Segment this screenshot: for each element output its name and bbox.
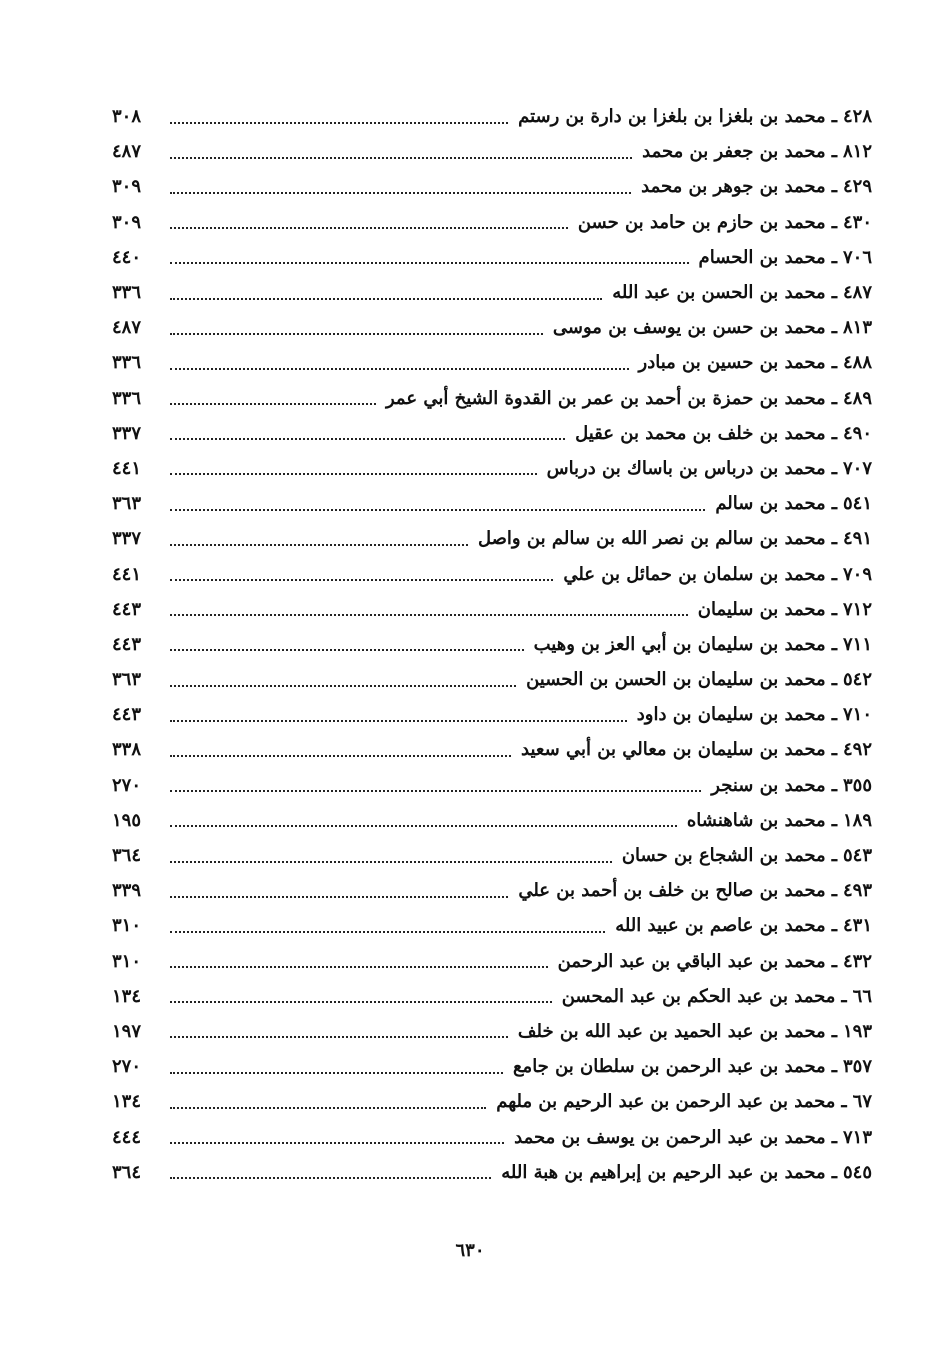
entry-name: محمد بن عبد الباقي بن عبد الرحمن: [557, 950, 826, 972]
entry-page: ٣١٠: [112, 915, 142, 937]
entry-name: محمد بن الحسام: [698, 246, 826, 268]
entry-number: ٤٩٣: [842, 880, 872, 902]
dot-leader: [170, 790, 701, 792]
entry-page: ٣٣٦: [112, 282, 142, 304]
dot-leader: [170, 403, 376, 405]
entry-name: محمد بن عبد الرحمن بن سلطان بن جامع: [512, 1056, 826, 1078]
entry-number: ٣٥٥: [842, 774, 872, 796]
entry-separator: ـ: [841, 985, 847, 1007]
entry-separator: ـ: [831, 106, 837, 128]
entry-page: ٤٤١: [112, 563, 142, 585]
index-entry: [112, 732, 872, 767]
index-entry: [112, 416, 872, 451]
entry-name: محمد بن سنجر: [711, 774, 826, 796]
entry-number: ٣٥٧: [842, 1056, 872, 1078]
dot-leader: [170, 966, 548, 968]
index-entry: [112, 838, 872, 873]
index-entry: [112, 768, 872, 803]
entry-number: ٦٧: [852, 1091, 872, 1113]
entry-name: محمد بن عبد الرحمن بن يوسف بن محمد: [514, 1126, 826, 1148]
entry-page: ٣٠٨: [112, 106, 142, 128]
entry-page: ٤٤٣: [112, 633, 142, 655]
entry-page: ٤٤٣: [112, 704, 142, 726]
index-entry: [112, 1155, 872, 1190]
entry-name: محمد بن سالم: [715, 493, 826, 515]
index-entry: [112, 1014, 872, 1049]
entry-name: محمد بن سالم بن نصر الله بن سالم بن واصل: [478, 528, 826, 550]
entry-page: ٢٧٠: [112, 1056, 142, 1078]
index-entry: [112, 803, 872, 838]
entry-separator: ـ: [831, 669, 837, 691]
entry-name: محمد بن سلمان بن حمائل بن علي: [563, 563, 826, 585]
entry-name: محمد بن حمزة بن أحمد بن عمر بن القدوة الشيخ أبي عمر: [386, 387, 826, 409]
entry-page: ٣٣٦: [112, 352, 142, 374]
index-list: [112, 99, 872, 1190]
entry-separator: ـ: [831, 1161, 837, 1183]
index-entry: [112, 345, 872, 380]
dot-leader: [170, 755, 511, 757]
entry-name: محمد بن درباس بن باساك بن درباس: [546, 457, 826, 479]
index-entry: [112, 662, 872, 697]
entry-separator: ـ: [831, 317, 837, 339]
dot-leader: [170, 227, 568, 229]
entry-separator: ـ: [831, 457, 837, 479]
entry-separator: ـ: [831, 211, 837, 233]
entry-separator: ـ: [831, 387, 837, 409]
index-entry: [112, 908, 872, 943]
entry-number: ٥٤١: [842, 493, 872, 515]
dot-leader: [170, 333, 543, 335]
index-entry: [112, 873, 872, 908]
dot-leader: [170, 438, 565, 440]
entry-number: ٤٢٨: [842, 106, 872, 128]
index-entry: [112, 592, 872, 627]
entry-page: ١٩٥: [112, 809, 142, 831]
dot-leader: [170, 579, 553, 581]
dot-leader: [170, 1142, 504, 1144]
entry-name: محمد بن عبد الحميد بن عبد الله بن خلف: [517, 1020, 826, 1042]
entry-number: ٤٨٧: [842, 282, 872, 304]
dot-leader: [170, 649, 524, 651]
entry-separator: ـ: [831, 598, 837, 620]
index-entry: [112, 310, 872, 345]
entry-name: محمد بن سليمان بن الحسن بن الحسين: [526, 669, 826, 691]
dot-leader: [170, 825, 677, 827]
entry-number: ٨١٢: [842, 141, 872, 163]
index-entry: [112, 451, 872, 486]
entry-name: محمد بن حسن بن يوسف بن موسى: [552, 317, 826, 339]
entry-name: محمد بن عبد الرحمن بن عبد الرحيم بن ملهم: [496, 1091, 836, 1113]
entry-number: ٧٠٩: [842, 563, 872, 585]
dot-leader: [170, 192, 631, 194]
entry-number: ٧١٢: [842, 598, 872, 620]
entry-number: ٤٢٩: [842, 176, 872, 198]
entry-page: ١٣٤: [112, 985, 142, 1007]
entry-separator: ـ: [831, 739, 837, 761]
entry-number: ٥٤٥: [842, 1161, 872, 1183]
index-entry: [112, 99, 872, 134]
entry-name: محمد بن جعفر بن محمد: [642, 141, 826, 163]
entry-name: محمد بن الشجاع بن حسان: [621, 845, 826, 867]
entry-separator: ـ: [831, 176, 837, 198]
entry-separator: ـ: [831, 633, 837, 655]
dot-leader: [170, 896, 508, 898]
entry-name: محمد بن بلغزا بن بلغزا بن دارة بن رستم: [518, 106, 826, 128]
index-entry: [112, 381, 872, 416]
entry-page: ٣٦٤: [112, 1161, 142, 1183]
entry-separator: ـ: [831, 422, 837, 444]
index-entry: [112, 1049, 872, 1084]
entry-number: ٧١٠: [842, 704, 872, 726]
entry-separator: ـ: [831, 915, 837, 937]
entry-page: ٤٨٧: [112, 141, 142, 163]
dot-leader: [170, 1036, 508, 1038]
dot-leader: [170, 509, 705, 511]
entry-name: محمد بن صالح بن خلف بن أحمد بن علي: [518, 880, 826, 902]
index-entry: [112, 134, 872, 169]
entry-separator: ـ: [831, 950, 837, 972]
dot-leader: [170, 614, 688, 616]
entry-name: محمد بن سليمان بن معالي بن أبي سعيد: [521, 739, 826, 761]
entry-page: ٤٤٣: [112, 598, 142, 620]
entry-separator: ـ: [831, 352, 837, 374]
index-entry: [112, 979, 872, 1014]
index-entry: [112, 169, 872, 204]
index-entry: [112, 627, 872, 662]
dot-leader: [170, 1177, 491, 1179]
entry-number: ٨١٣: [842, 317, 872, 339]
index-entry: [112, 486, 872, 521]
entry-number: ٤٩٠: [842, 422, 872, 444]
entry-separator: ـ: [831, 774, 837, 796]
entry-separator: ـ: [831, 528, 837, 550]
entry-name: محمد بن سليمان بن أبي العز بن وهيب: [533, 633, 826, 655]
entry-name: محمد بن عبد الحكم بن عبد المحسن: [561, 985, 836, 1007]
dot-leader: [170, 157, 632, 159]
entry-separator: ـ: [831, 1020, 837, 1042]
entry-page: ٣٠٩: [112, 176, 142, 198]
entry-number: ١٨٩: [842, 809, 872, 831]
entry-number: ٤٨٩: [842, 387, 872, 409]
entry-separator: ـ: [831, 704, 837, 726]
entry-separator: ـ: [841, 1091, 847, 1113]
dot-leader: [170, 262, 689, 264]
entry-separator: ـ: [831, 141, 837, 163]
entry-separator: ـ: [831, 1126, 837, 1148]
entry-number: ٧٠٦: [842, 246, 872, 268]
entry-page: ٤٤٠: [112, 246, 142, 268]
entry-page: ٣٠٩: [112, 211, 142, 233]
entry-separator: ـ: [831, 493, 837, 515]
entry-page: ١٣٤: [112, 1091, 142, 1113]
entry-name: محمد بن سليمان بن داود: [636, 704, 826, 726]
entry-number: ٤٨٨: [842, 352, 872, 374]
entry-number: ٤٩١: [842, 528, 872, 550]
entry-page: ٣٦٣: [112, 493, 142, 515]
index-entry: [112, 1084, 872, 1119]
entry-separator: ـ: [831, 563, 837, 585]
entry-separator: ـ: [831, 845, 837, 867]
dot-leader: [170, 720, 627, 722]
entry-page: ٣٣٩: [112, 880, 142, 902]
dot-leader: [170, 861, 612, 863]
dot-leader: [170, 1072, 503, 1074]
entry-page: ٢٧٠: [112, 774, 142, 796]
dot-leader: [170, 931, 605, 933]
entry-name: محمد بن جوهر بن محمد: [641, 176, 826, 198]
entry-name: محمد بن حازم بن حامد بن حسن: [577, 211, 826, 233]
entry-page: ٤٤١: [112, 457, 142, 479]
dot-leader: [170, 298, 602, 300]
entry-page: ١٩٧: [112, 1020, 142, 1042]
entry-name: محمد بن عاصم بن عبيد الله: [615, 915, 826, 937]
entry-name: محمد بن حسين بن مبادر: [638, 352, 826, 374]
entry-name: محمد بن خلف بن محمد بن عقيل: [575, 422, 826, 444]
entry-separator: ـ: [831, 880, 837, 902]
index-entry: [112, 275, 872, 310]
index-entry: [112, 944, 872, 979]
index-entry: [112, 521, 872, 556]
entry-name: محمد بن شاهنشاه: [686, 809, 826, 831]
entry-number: ٤٣٢: [842, 950, 872, 972]
index-entry: [112, 1119, 872, 1154]
index-entry: [112, 556, 872, 591]
dot-leader: [170, 1001, 552, 1003]
page-number: ٦٣٠: [455, 1240, 485, 1261]
index-entry: [112, 697, 872, 732]
dot-leader: [170, 1107, 486, 1109]
entry-page: ٤٤٤: [112, 1126, 142, 1148]
entry-separator: ـ: [831, 1056, 837, 1078]
entry-page: ٣٦٤: [112, 845, 142, 867]
entry-name: محمد بن عبد الرحيم بن إبراهيم بن هبة الله: [501, 1161, 826, 1183]
entry-separator: ـ: [831, 809, 837, 831]
entry-number: ١٩٣: [842, 1020, 872, 1042]
entry-number: ٧١٣: [842, 1126, 872, 1148]
index-entry: [112, 205, 872, 240]
entry-name: محمد بن سليمان: [697, 598, 826, 620]
dot-leader: [170, 122, 508, 124]
entry-separator: ـ: [831, 282, 837, 304]
entry-page: ٣٦٣: [112, 669, 142, 691]
entry-number: ٥٤٢: [842, 669, 872, 691]
dot-leader: [170, 473, 537, 475]
dot-leader: [170, 544, 468, 546]
entry-number: ٤٣١: [842, 915, 872, 937]
entry-number: ٤٣٠: [842, 211, 872, 233]
entry-number: ٧١١: [842, 633, 872, 655]
entry-number: ٧٠٧: [842, 457, 872, 479]
index-entry: [112, 240, 872, 275]
entry-page: ٣٣٧: [112, 422, 142, 444]
entry-separator: ـ: [831, 246, 837, 268]
entry-number: ٥٤٣: [842, 845, 872, 867]
entry-page: ٣٣٦: [112, 387, 142, 409]
entry-page: ٣١٠: [112, 950, 142, 972]
entry-number: ٤٩٢: [842, 739, 872, 761]
dot-leader: [170, 368, 629, 370]
entry-page: ٤٨٧: [112, 317, 142, 339]
entry-page: ٣٣٨: [112, 739, 142, 761]
dot-leader: [170, 685, 516, 687]
entry-page: ٣٣٧: [112, 528, 142, 550]
entry-number: ٦٦: [852, 985, 872, 1007]
entry-name: محمد بن الحسن بن عبد الله: [612, 282, 826, 304]
